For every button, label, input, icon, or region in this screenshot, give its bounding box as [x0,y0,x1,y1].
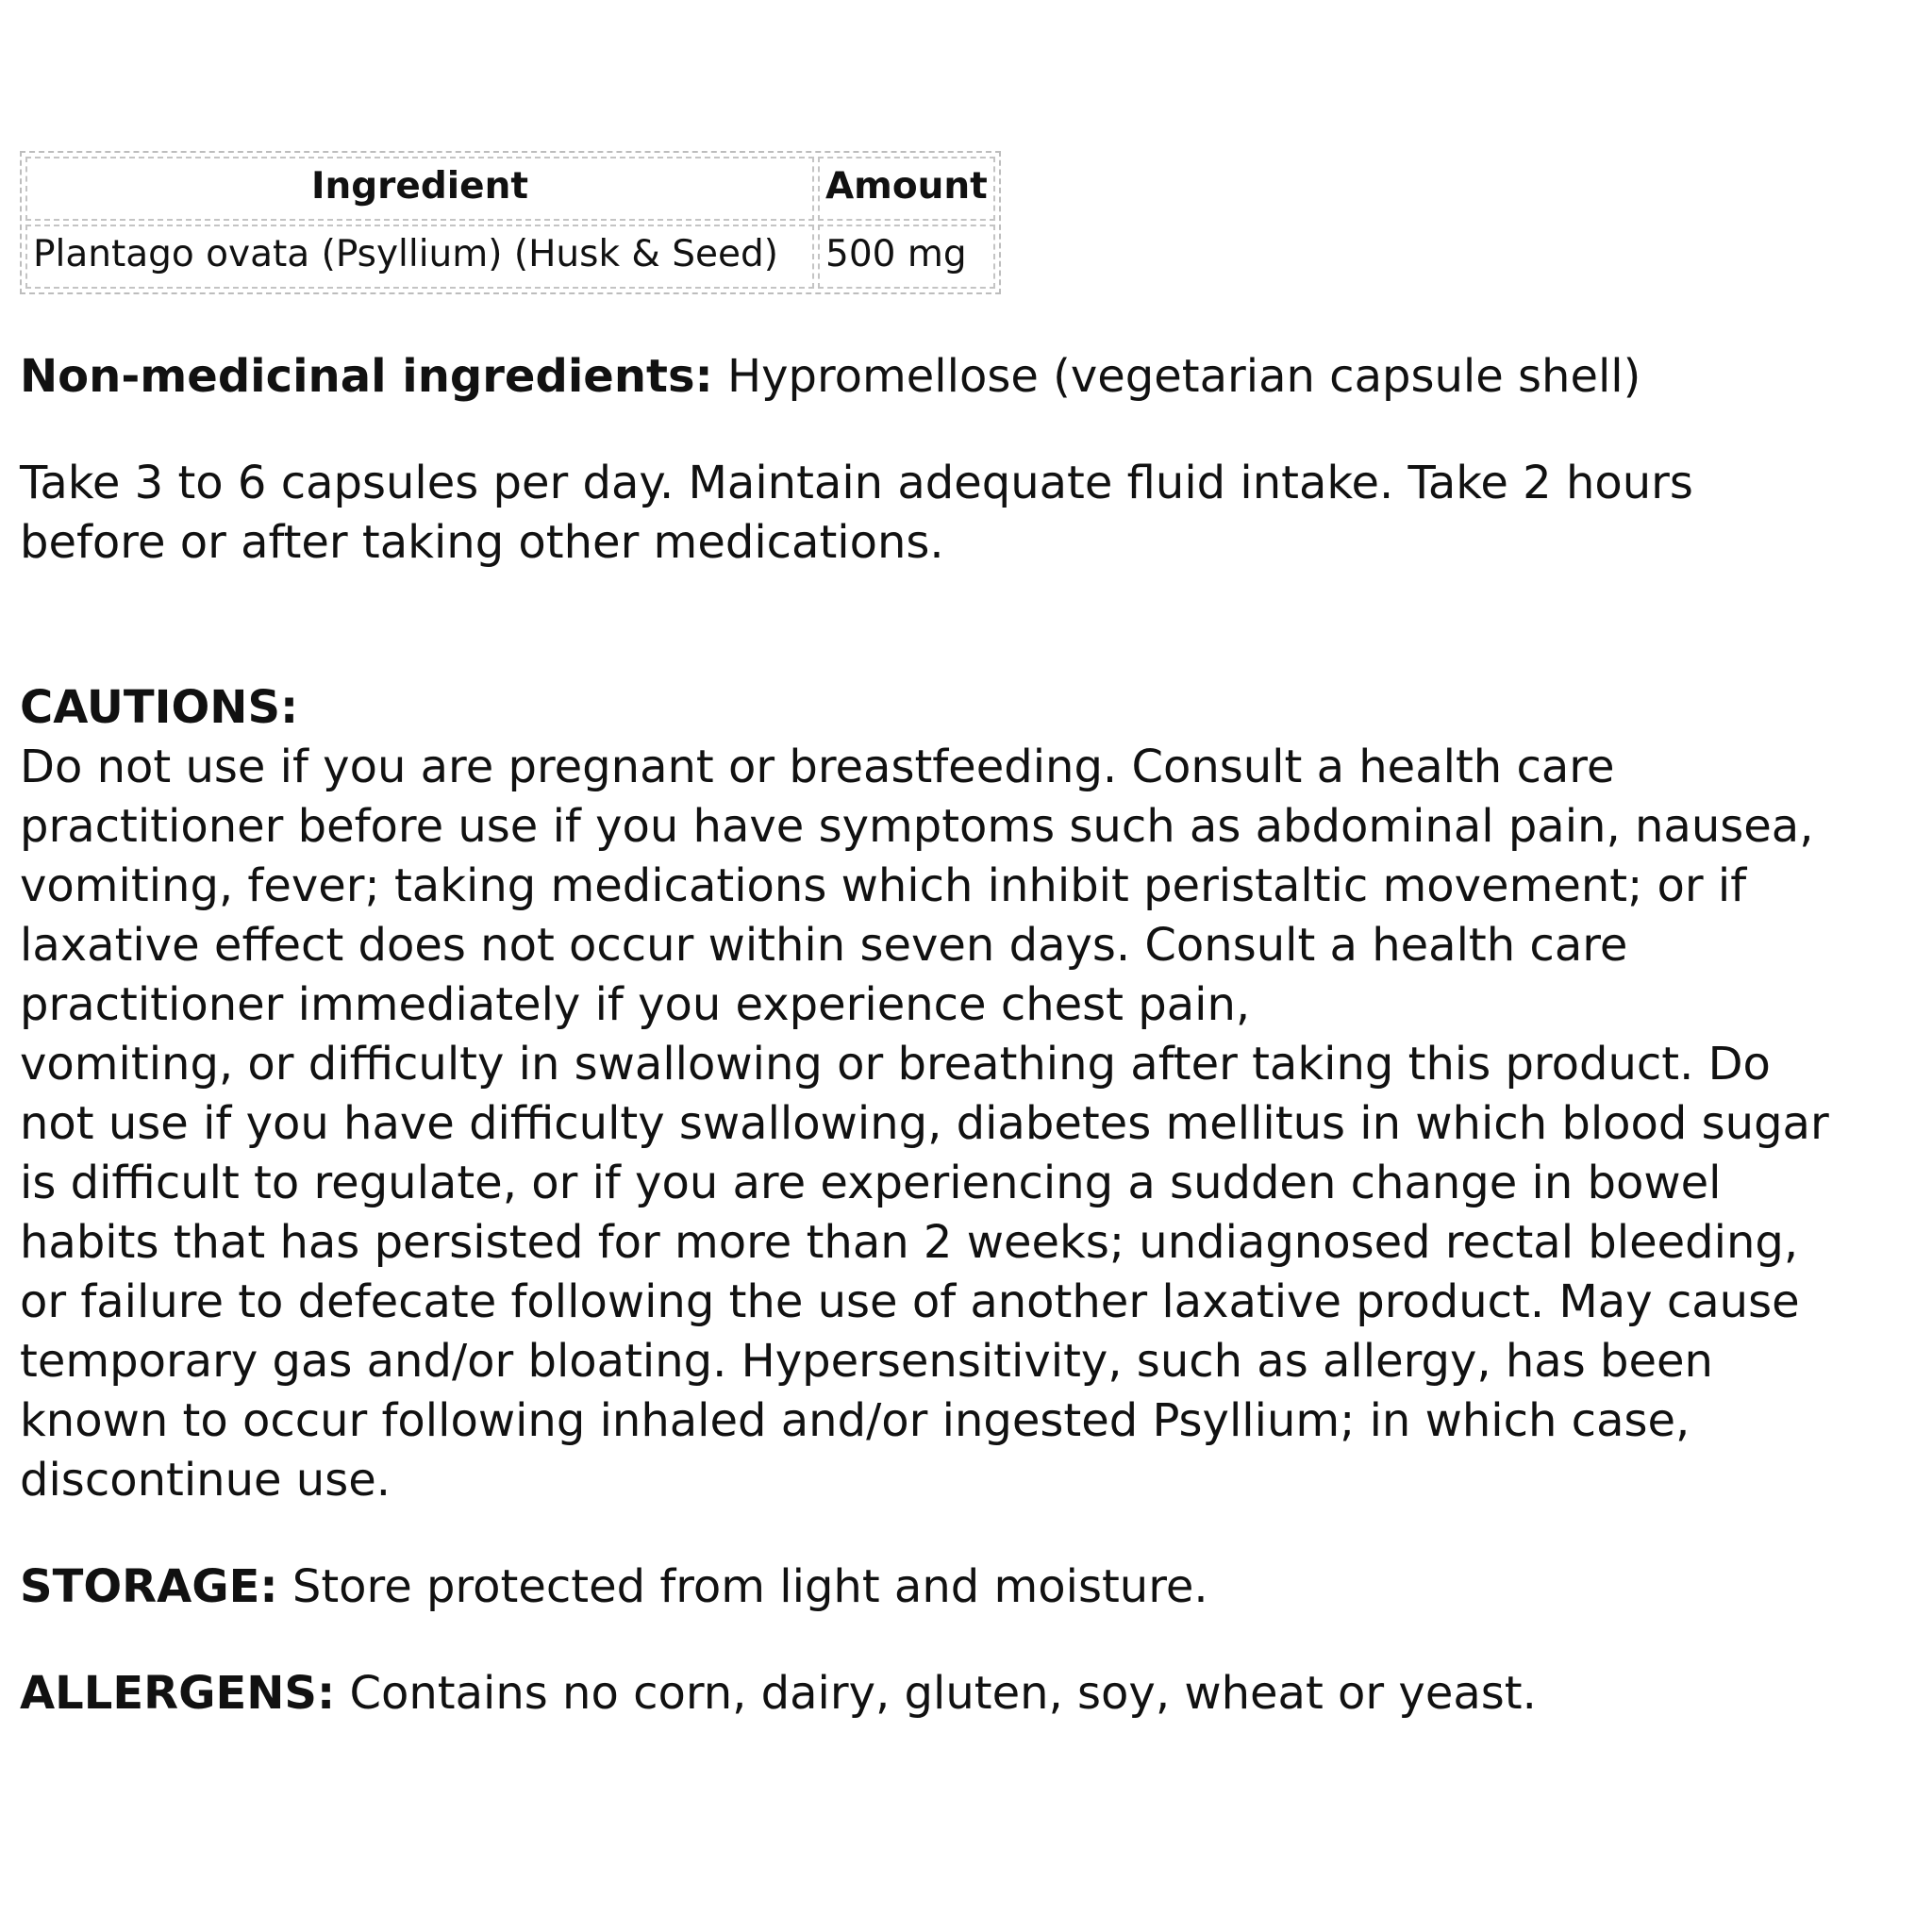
storage-label: STORAGE: [20,1560,278,1613]
cell-ingredient: Plantago ovata (Psyllium) (Husk & Seed) [25,225,814,289]
storage [20,1557,1916,1617]
cautions-line: practitioner immediately if you experience chest pain, [20,978,1251,1031]
cautions-line: or failure to defecate following the use of another laxative product. May cause [20,1275,1800,1328]
cautions-line: habits that has persisted for more than 2 weeks; undiagnosed rectal bleeding, [20,1216,1799,1269]
header-ingredient: Ingredient [25,157,814,221]
header-amount: Amount [818,157,995,221]
directions-line: before or after taking other medications. [20,516,944,569]
cautions-line: Do not use if you are pregnant or breastfeeding. Consult a health care [20,741,1615,793]
cell-amount: 500 mg [818,225,995,289]
cautions-line: not use if you have difficulty swallowing, diabetes mellitus in which blood sugar [20,1097,1829,1150]
allergens-text: Contains no corn, dairy, gluten, soy, wheat or yeast. [335,1667,1537,1720]
directions-line: Take 3 to 6 capsules per day. Maintain adequate fluid intake. Take 2 hours [20,457,1693,509]
allergens [20,1664,1916,1724]
cautions-line: known to occur following inhaled and/or ingested Psyllium; in which case, [20,1394,1690,1447]
cautions-line: temporary gas and/or bloating. Hypersensitivity, such as allergy, has been [20,1335,1713,1388]
cautions-heading: CAUTIONS: [20,681,299,734]
non-medicinal-text: Hypromellose (vegetarian capsule shell) [712,350,1641,403]
directions [20,454,1916,573]
table-header-row [25,157,995,221]
ingredient-table [20,151,1001,294]
non-medicinal-ingredients [20,347,1916,407]
cautions-line: vomiting, fever; taking medications which inhibit peristaltic movement; or if [20,859,1747,912]
cautions-line: vomiting, or difficulty in swallowing or breathing after taking this product. Do [20,1038,1771,1091]
table-row [25,225,995,289]
cautions-body [20,738,1916,1510]
allergens-label: ALLERGENS: [20,1667,336,1720]
cautions-line: practitioner before use if you have symptoms such as abdominal pain, nausea, [20,800,1814,853]
cautions-line: laxative effect does not occur within seven days. Consult a health care [20,919,1628,972]
non-medicinal-label: Non-medicinal ingredients: [20,350,713,403]
product-info-document [20,151,1916,1724]
storage-text: Store protected from light and moisture. [277,1560,1208,1613]
cautions-line: is difficult to regulate, or if you are experiencing a sudden change in bowel [20,1157,1722,1209]
cautions-line: discontinue use. [20,1454,391,1507]
